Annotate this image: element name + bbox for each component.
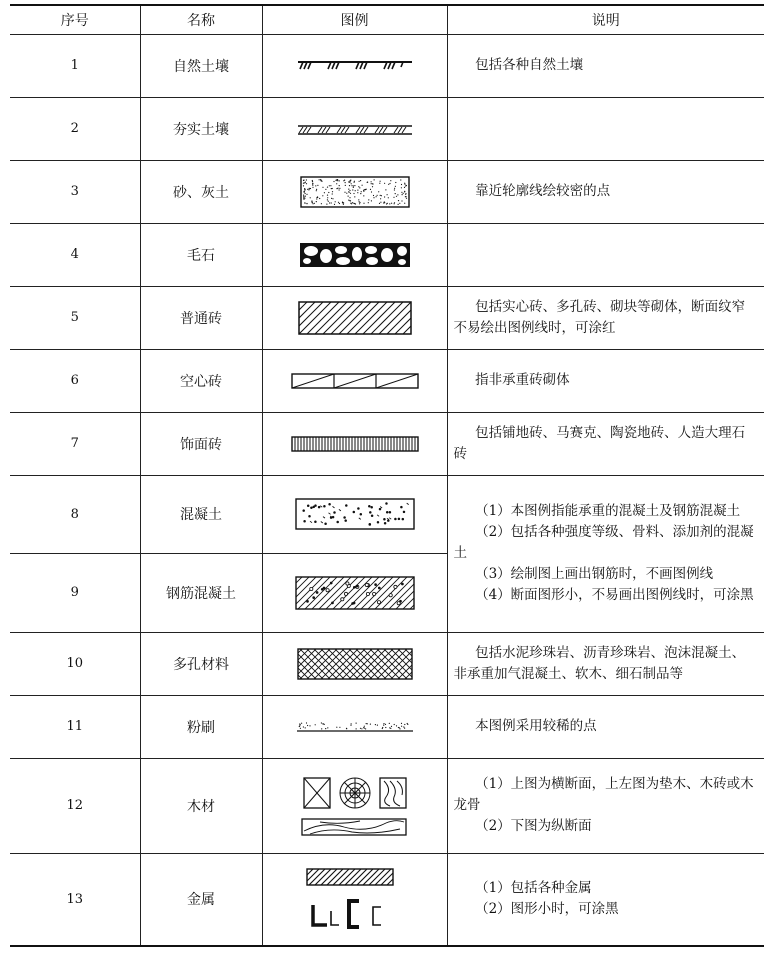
table-row bbox=[10, 412, 764, 475]
table-row bbox=[10, 97, 764, 160]
row-number: 11 bbox=[10, 695, 140, 758]
table-row bbox=[10, 34, 764, 97]
header-row bbox=[10, 5, 764, 34]
note-line: （1）包括各种金属 bbox=[475, 880, 592, 897]
note-line: （1）上图为横断面，上左图为垫木、木砖或木龙骨 bbox=[453, 776, 754, 813]
description: 包括各种自然土壤 bbox=[447, 34, 764, 97]
description: 靠近轮廓线绘较密的点 bbox=[447, 160, 764, 223]
note-line: （4）断面图形小，不易画出图例线时，可涂黑 bbox=[475, 587, 754, 603]
row-number: 7 bbox=[10, 412, 140, 475]
header-description: 说明 bbox=[447, 5, 764, 34]
material-name: 粉刷 bbox=[140, 695, 262, 758]
material-name: 自然土壤 bbox=[140, 34, 262, 97]
brick-icon bbox=[298, 301, 412, 335]
table-row bbox=[10, 853, 764, 946]
table-row bbox=[10, 286, 764, 349]
description: 本图例采用较稀的点 bbox=[447, 695, 764, 758]
description: 包括实心砖、多孔砖、砌块等砌体，断面纹窄不易绘出图例线时，可涂红 bbox=[447, 286, 764, 349]
material-name: 夯实土壤 bbox=[140, 97, 262, 160]
material-name: 毛石 bbox=[140, 223, 262, 286]
material-name: 砂、灰土 bbox=[140, 160, 262, 223]
table-row bbox=[10, 758, 764, 853]
table-row bbox=[10, 349, 764, 412]
row-number: 1 bbox=[10, 34, 140, 97]
note-line: （2）下图为纵断面 bbox=[475, 818, 592, 834]
concrete-note bbox=[447, 475, 764, 632]
row-number: 4 bbox=[10, 223, 140, 286]
material-name: 木材 bbox=[140, 758, 262, 853]
note-line: （2）包括各种强度等级、骨料、添加剂的混凝土 bbox=[453, 524, 754, 561]
table-row bbox=[10, 695, 764, 758]
note-line: （2）图形小时，可涂黑 bbox=[475, 901, 619, 918]
description: 指非承重砖砌体 bbox=[447, 349, 764, 412]
row-number: 12 bbox=[10, 758, 140, 853]
table-row bbox=[10, 223, 764, 286]
row-number: 13 bbox=[10, 853, 140, 946]
material-name: 空心砖 bbox=[140, 349, 262, 412]
porous-material-icon bbox=[297, 648, 413, 680]
description bbox=[447, 758, 764, 853]
row-number: 5 bbox=[10, 286, 140, 349]
wood-icon bbox=[300, 775, 410, 837]
row-number: 8 bbox=[10, 475, 140, 553]
row-number: 6 bbox=[10, 349, 140, 412]
plaster-icon bbox=[295, 720, 415, 734]
row-number: 10 bbox=[10, 632, 140, 695]
note-line: （1）本图例指能承重的混凝土及钢筋混凝土 bbox=[475, 503, 741, 519]
description: 包括铺地砖、马赛克、陶瓷地砖、人造大理石砖 bbox=[447, 412, 764, 475]
material-name: 饰面砖 bbox=[140, 412, 262, 475]
header-name: 名称 bbox=[140, 5, 262, 34]
hollow-brick-icon bbox=[291, 372, 419, 390]
material-name: 多孔材料 bbox=[140, 632, 262, 695]
table-row bbox=[10, 632, 764, 695]
material-name: 混凝土 bbox=[140, 475, 262, 553]
material-name: 金属 bbox=[140, 853, 262, 946]
header-no: 序号 bbox=[10, 5, 140, 34]
reinforced-concrete-icon bbox=[295, 576, 415, 610]
description bbox=[447, 223, 764, 286]
row-number: 2 bbox=[10, 97, 140, 160]
table-row bbox=[10, 475, 764, 553]
natural-soil-icon bbox=[295, 58, 415, 74]
material-name: 钢筋混凝土 bbox=[140, 553, 262, 632]
sand-icon bbox=[300, 176, 410, 208]
description: 包括水泥珍珠岩、沥青珍珠岩、泡沫混凝土、非承重加气混凝土、软木、细石制品等 bbox=[447, 632, 764, 695]
header-figure: 图例 bbox=[262, 5, 447, 34]
legend-table bbox=[10, 4, 764, 947]
table-row bbox=[10, 160, 764, 223]
metal-icon bbox=[305, 867, 405, 931]
compacted-soil-icon bbox=[295, 122, 415, 136]
description bbox=[447, 853, 764, 946]
description bbox=[447, 97, 764, 160]
row-number: 3 bbox=[10, 160, 140, 223]
row-number: 9 bbox=[10, 553, 140, 632]
facing-brick-icon bbox=[291, 435, 419, 453]
concrete-icon bbox=[295, 498, 415, 530]
note-line: （3）绘制图上画出钢筋时，不画图例线 bbox=[475, 566, 714, 582]
material-name: 普通砖 bbox=[140, 286, 262, 349]
rubble-stone-icon bbox=[299, 242, 411, 268]
